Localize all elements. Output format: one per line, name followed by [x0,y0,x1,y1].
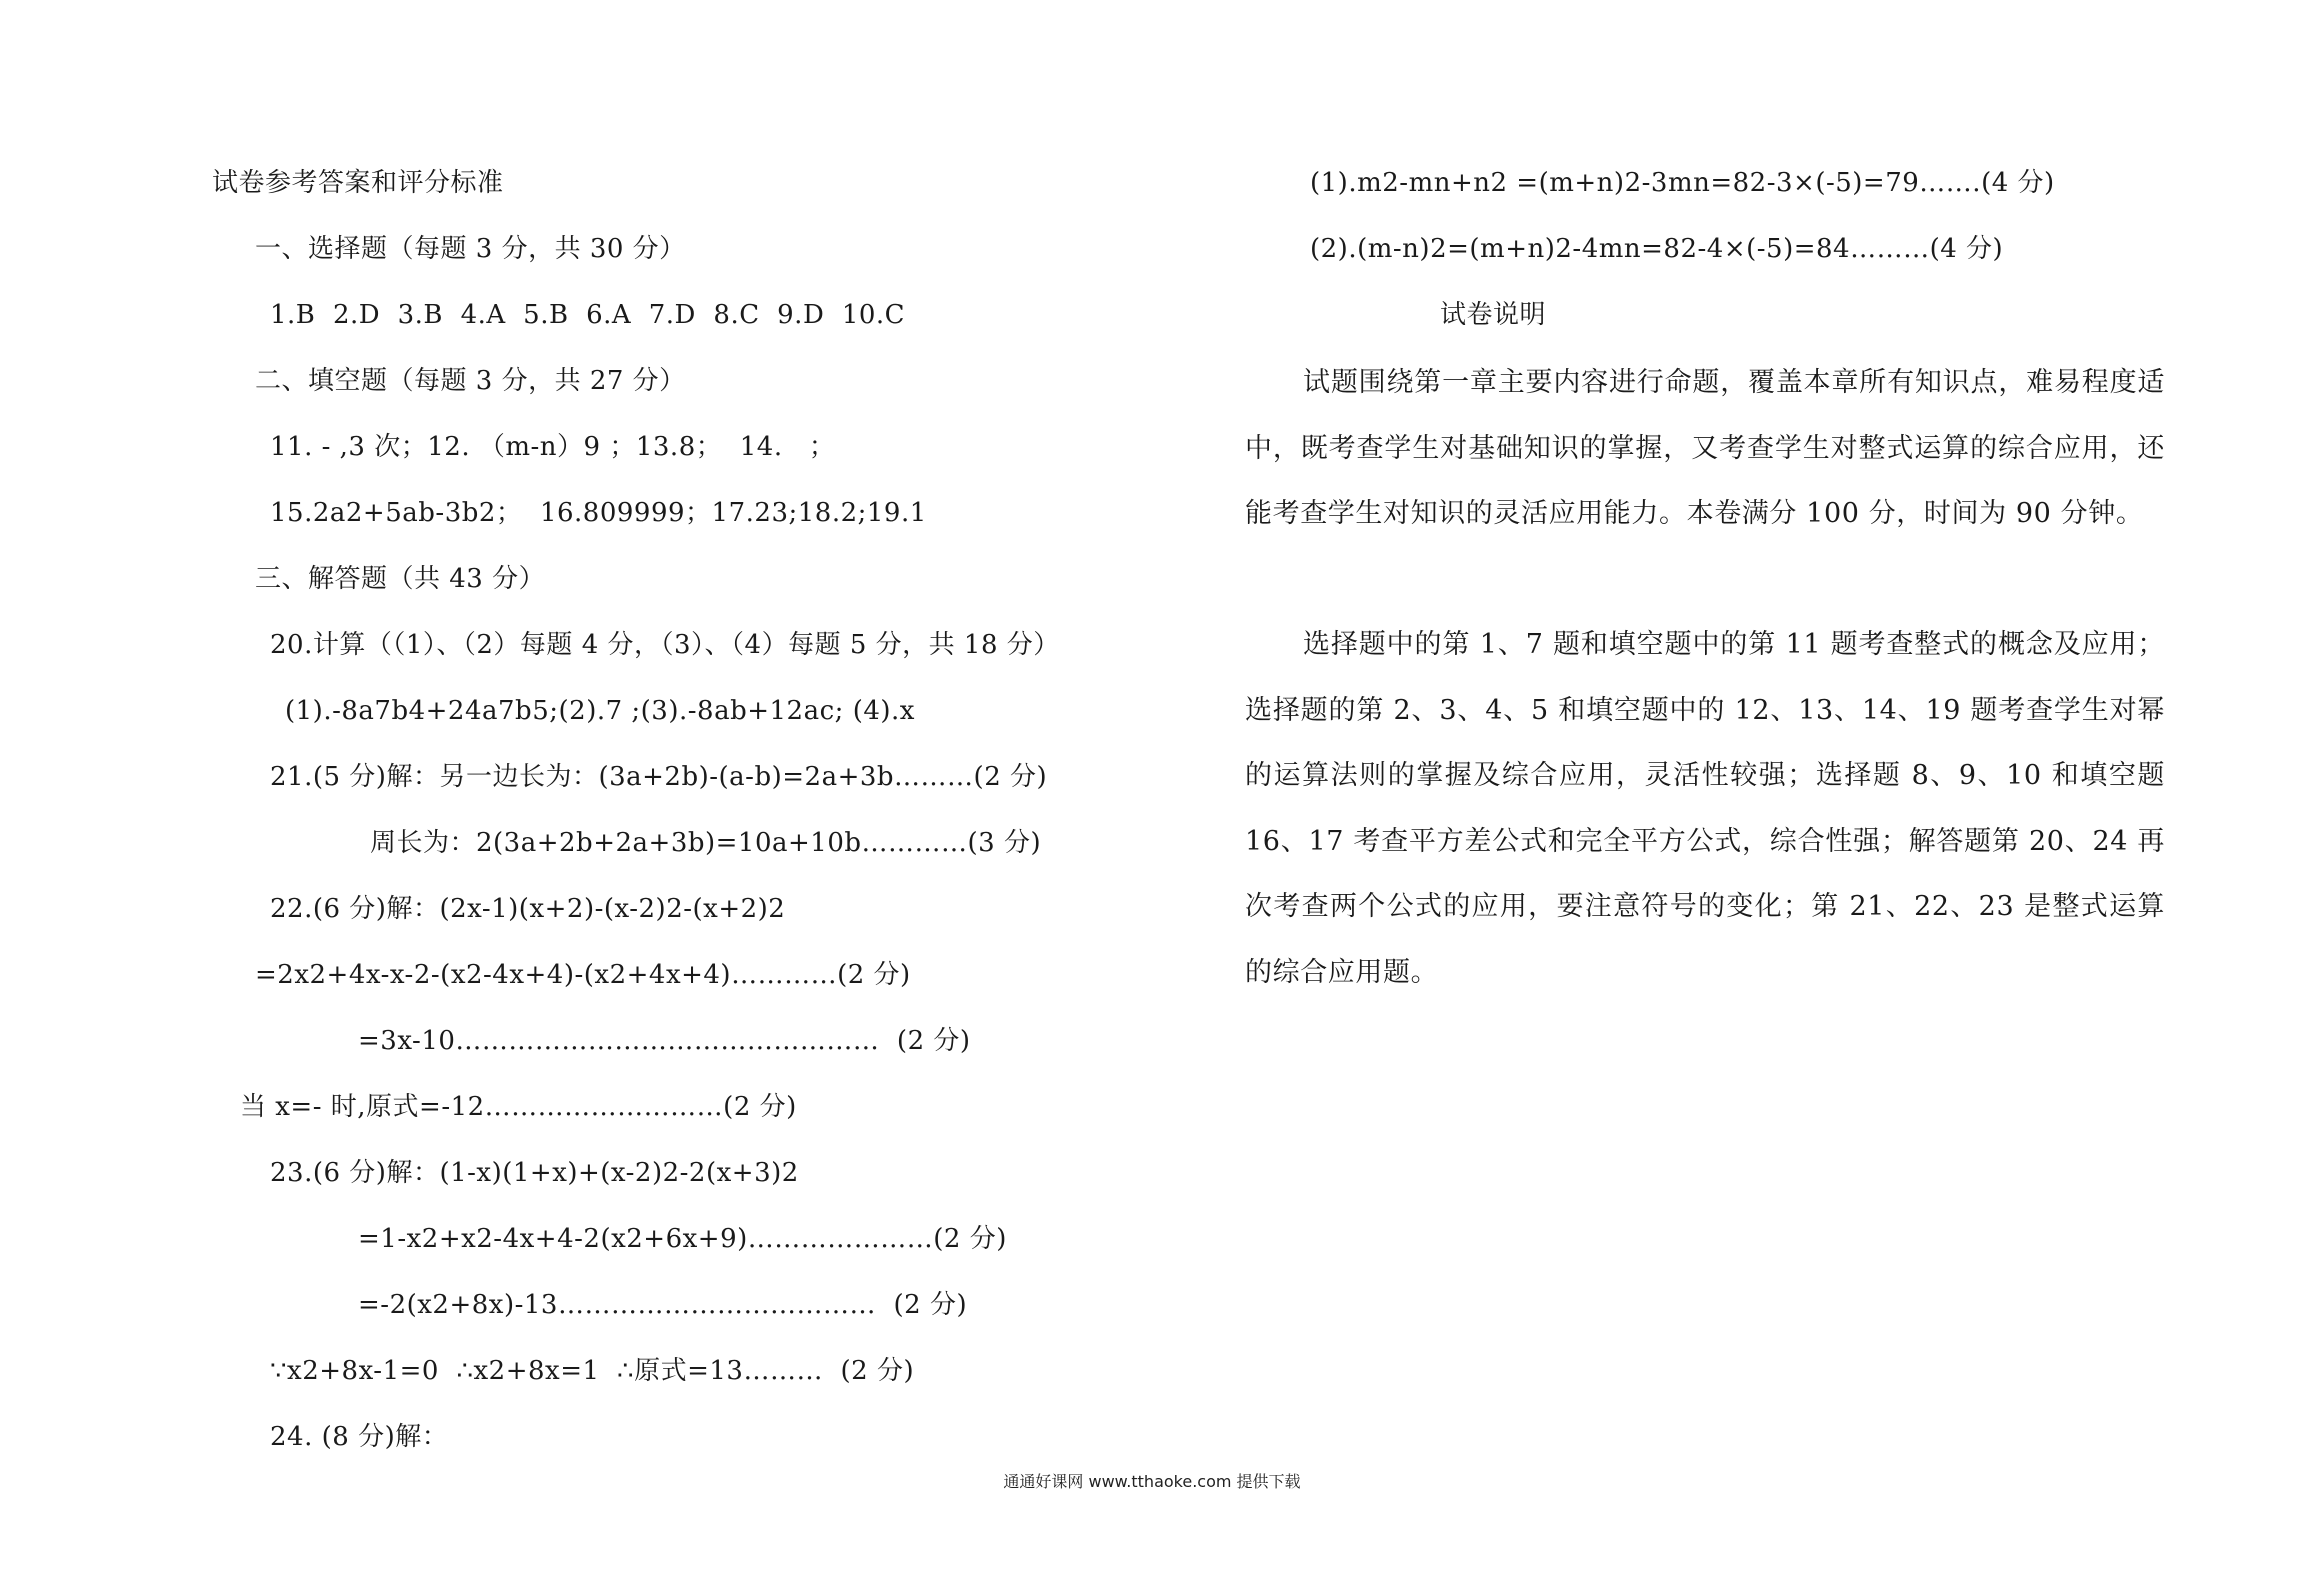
q23-line2: =1-x2+x2-4x+4-2(x2+6x+9)…………………(2 分) [358,1224,1007,1254]
q23-line1: 23.(6 分)解：(1-x)(1+x)+(x-2)2-2(x+3)2 [270,1158,799,1188]
q20-answer: (1).-8a7b4+24a7b5;(2).7 ;(3).-8ab+12ac; (4).x [285,696,915,726]
q21-line1: 21.(5 分)解：另一边长为：(3a+2b)-(a-b)=2a+3b………(2 分) [270,762,1048,792]
section2-line2: 15.2a2+5ab-3b2； 16.809999；17.23;18.2;19.1 [270,498,927,528]
notes-paragraph-1: 试题围绕第一章主要内容进行命题，覆盖本章所有知识点，难易程度适中，既考查学生对基础知识的掌握，又考查学生对整式运算的综合应用，还能考查学生对知识的灵活应用能力。本卷满分 100 分，时间为 90 分钟。 [1245,367,2165,529]
footer-source-note: 通通好课网 www.tthaoke.com 提供下载 [1003,1472,1301,1491]
section1-heading: 一、选择题（每题 3 分，共 30 分） [255,234,686,264]
q22-line2: =2x2+4x-x-2-(x2-4x+4)-(x2+4x+4)…………(2 分) [255,960,911,990]
q24-line1: 24. (8 分)解： [270,1422,449,1452]
section2-heading: 二、填空题（每题 3 分，共 27 分） [255,366,686,396]
q20-heading: 20.计算（（1）、（2）每题 4 分，（3）、（4）每题 5 分，共 18 分） [270,630,1060,660]
q22-line1: 22.(6 分)解：(2x-1)(x+2)-(x-2)2-(x+2)2 [270,894,786,924]
section3-heading: 三、解答题（共 43 分） [255,564,546,594]
section1-answers: 1.B 2.D 3.B 4.A 5.B 6.A 7.D 8.C 9.D 10.C [270,300,906,330]
section2-line1: 11. - ,3 次；12. （m-n）9 ；13.8； 14. ； [270,432,836,462]
q24-part2: (2).(m-n)2=(m+n)2-4mn=82-4×(-5)=84………(4 分) [1310,234,2004,264]
q24-part1: (1).m2-mn+n2 =(m+n)2-3mn=82-3×(-5)=79…….(4 分) [1310,168,2055,198]
answer-key-title: 试卷参考答案和评分标准 [212,168,504,198]
notes-paragraph-2: 选择题中的第 1、7 题和填空题中的第 11 题考查整式的概念及应用；选择题的第 2、3、4、5 和填空题中的 12、13、14、19 题考查学生对幂的运算法则的掌握及综合应用，灵活性较强；选择题 8、9、10 和填空题 16、17 考查平方差公式和完全平方公式，综合性强；解答题第 20、24 再次考查两个公式的应用，要注意符号的变化；第 21、22、23 是整式运算的综合应用题。 [1245,629,2165,988]
q22-line3: =3x-10………………………………………… (2 分) [358,1026,971,1056]
q22-line4: 当 x=- 时,原式=-12………………………(2 分) [240,1092,797,1122]
notes-title: 试卷说明 [1440,300,1547,330]
q23-line4: ∵x2+8x-1=0 ∴x2+8x=1 ∴原式=13……… (2 分) [270,1356,915,1386]
q21-line2: 周长为：2(3a+2b+2a+3b)=10a+10b…………(3 分) [370,828,1042,858]
q23-line3: =-2(x2+8x)-13……………………………… (2 分) [358,1290,968,1320]
